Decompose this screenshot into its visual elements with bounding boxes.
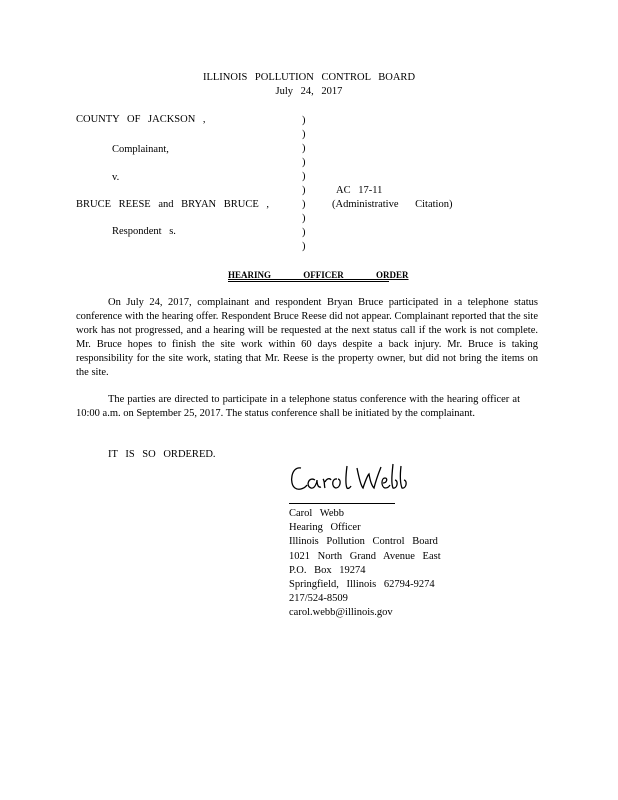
signer-po-box: P.O. Box 19274 [289, 564, 366, 576]
caption-paren: ) [302, 227, 306, 238]
order-date: July 24, 2017 [275, 86, 343, 97]
signer-name: Carol Webb [289, 508, 344, 519]
signature-stroke [346, 466, 351, 488]
signature-block [289, 507, 441, 621]
complainant-name: COUNTY OF JACKSON , [76, 114, 206, 125]
signature-stroke [308, 479, 321, 488]
signature-stroke [333, 479, 340, 488]
board-name: ILLINOIS POLLUTION CONTROL BOARD [202, 72, 416, 83]
respondent-role: Respondent s. [112, 226, 176, 237]
signature-stroke [400, 466, 406, 488]
case-number: AC 17-11 [336, 185, 383, 196]
respondent-names: BRUCE REESE and BRYAN BRUCE , [76, 199, 270, 210]
so-ordered: IT IS SO ORDERED. [108, 449, 216, 460]
signer-street: 1021 North Grand Avenue East [289, 550, 441, 562]
order-title: HEARING OFFICER ORDER [228, 270, 409, 280]
signature-stroke [323, 479, 331, 488]
caption-paren: ) [302, 143, 306, 154]
caption-paren: ) [302, 213, 306, 224]
signature-stroke [357, 467, 381, 488]
signature-stroke [392, 464, 397, 488]
paragraph-status-report: On July 24, 2017, complainant and respondent Bryan Bruce participated in a telephone status conference with the hearing offer. Respondent Bruce Reese did not appear. Complainant reported that the site work has not progressed, and a hearing will be requested at the next status call if the work is not complete. Mr. Bruce hopes to finish the site work within 60 days despite a back injury. Mr. Bruce is taking responsibility for the site work, stating that Mr. Reese is the property owner, but did not bring the items on the site. [76, 297, 538, 378]
caption-paren: ) [302, 129, 306, 140]
versus-label: v. [112, 172, 120, 183]
order-title-underline [228, 281, 389, 282]
signature-stroke [292, 468, 307, 489]
caption-paren: ) [302, 157, 306, 168]
caption-paren: ) [302, 115, 306, 126]
signer-phone: 217/524-8509 [289, 593, 348, 605]
handwritten-signature [287, 458, 417, 498]
signer-email[interactable]: carol.webb@illinois.gov [289, 607, 393, 619]
paragraph-directive: The parties are directed to participate in a telephone status conference with the hearing officer at 10:00 a.m. on September 25, 2017. The status conference shall be initiated by the complainant. [76, 394, 520, 419]
signer-title: Hearing Officer [289, 522, 361, 534]
signer-city: Springfield, Illinois 62794-9274 [289, 579, 435, 591]
signature-line [289, 503, 395, 504]
case-type: (Administrative Citation) [332, 199, 453, 210]
caption-paren: ) [302, 241, 306, 252]
complainant-role: Complainant, [112, 144, 169, 155]
caption-paren: ) [302, 171, 306, 182]
caption-paren: ) [302, 185, 306, 196]
caption-paren: ) [302, 199, 306, 210]
caption-parentheses [302, 114, 306, 254]
signer-organization: Illinois Pollution Control Board [289, 536, 438, 548]
signature-stroke [382, 478, 390, 488]
